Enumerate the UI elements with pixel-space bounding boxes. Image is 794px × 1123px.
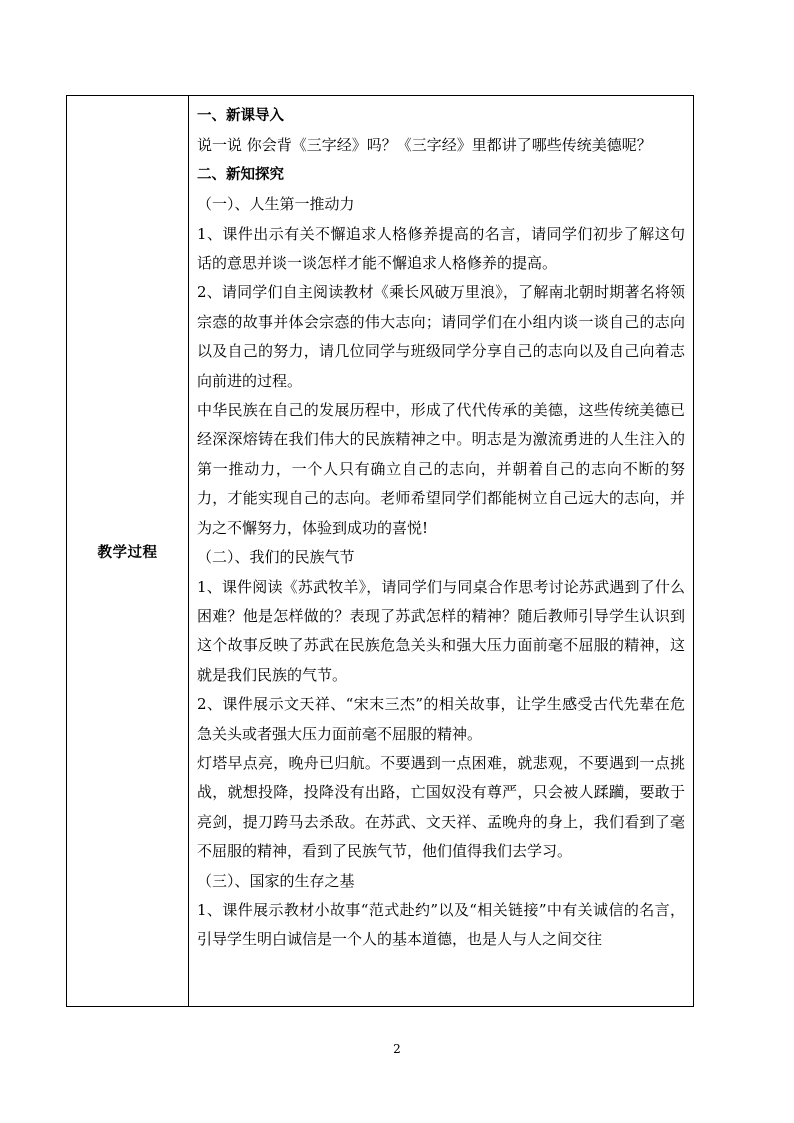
row-label-cell [67,96,189,1006]
lesson-table [66,95,694,1007]
body-paragraph: 2、请同学们自主阅读教材《乘长风破万里浪》，了解南北朝时期著名将领宗悫的故事并体会宗悫的伟大志向；请同学们在小组内谈一谈自己的志向以及自己的努力，请几位同学与班级同学分享自己的志向以及自己向着志向前进的过程。 [197,283,685,390]
row-content-cell [189,96,693,1006]
page-number: 2 [393,1042,401,1056]
body-paragraph: 1、课件展示教材小故事“范式赴约”以及“相关链接”中有关诚信的名言，引导学生明白诚信是一个人的基本道德，也是人与人之间交往 [197,900,685,949]
row-label: 教学过程 [97,544,158,561]
body-paragraph: 说一说 你会背《三字经》吗？《三字经》里都讲了哪些传统美德呢？ [197,136,652,155]
body-paragraph: 灯塔早点亮，晚舟已归航。不要遇到一点困难，就悲观，不要遇到一点挑战，就想投降，投降没有出路，亡国奴没有尊严，只会被人蹂躏，要敢于亮剑，提刀跨马去杀敌。在苏武、文天祥、孟晚舟的身上，我们看到了毫不屈服的精神，看到了民族气节，他们值得我们去学习。 [197,753,685,861]
body-paragraph: 中华民族在自己的发展历程中，形成了代代传承的美德，这些传统美德已经深深熔铸在我们伟大的民族精神之中。明志是为激流勇进的人生注入的第一推动力，一个人只有确立自己的志向，并朝着自己的志向不断的努力，才能实现自己的志向。老师希望同学们都能树立自己远大的志向，并为之不懈努力，体验到成功的喜悦! [197,401,685,537]
body-paragraph: （二）、我们的民族气节 [197,548,355,567]
body-paragraph: （一）、人生第一推动力 [197,195,355,214]
section-heading: 一、新课导入 [197,108,284,124]
body-paragraph: （三）、国家的生存之基 [197,871,355,890]
body-paragraph: 2、课件展示文天祥、“宋末三杰”的相关故事，让学生感受古代先辈在危急关头或者强大压力面前毫不屈服的精神。 [197,695,685,743]
body-paragraph: 1、课件阅读《苏武牧羊》，请同学们与同桌合作思考讨论苏武遇到了什么困难？他是怎样做的？表现了苏武怎样的精神？随后教师引导学生认识到这个故事反映了苏武在民族危急关头和强大压力面前毫不屈服的精神，这就是我们民族的气节。 [197,577,685,684]
body-paragraph: 1、课件出示有关不懈追求人格修养提高的名言，请同学们初步了解这句话的意思并谈一谈怎样才能不懈追求人格修养的提高。 [197,224,685,273]
section-heading: 二、新知探究 [197,166,284,183]
